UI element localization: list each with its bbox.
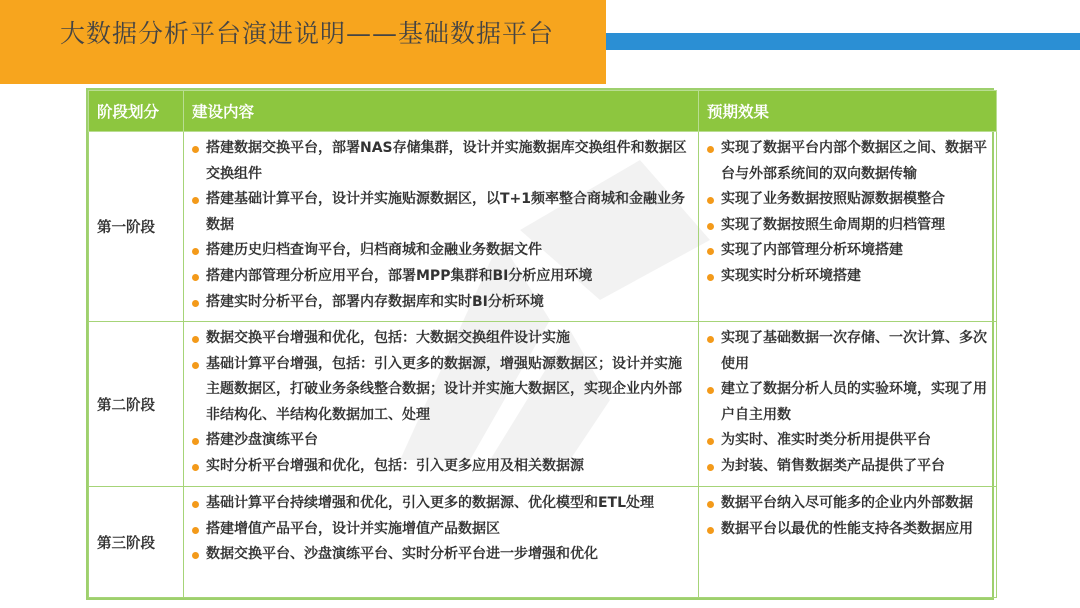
content-list <box>184 487 698 570</box>
content-item: 搭建数据交换平台，部署NAS存储集群，设计并实施数据库交换组件和数据区交换组件 <box>190 136 690 187</box>
effect-item: 建立了数据分析人员的实验环境，实现了用户自主用数 <box>705 377 988 428</box>
content-item: 搭建实时分析平台，部署内存数据库和实时BI分析环境 <box>190 290 690 316</box>
content-list <box>184 132 698 317</box>
slide-title: 大数据分析平台演进说明——基础数据平台 <box>60 19 555 48</box>
stage-table <box>86 88 994 600</box>
stage-label: 第二阶段 <box>89 322 184 487</box>
effect-item: 数据平台纳入尽可能多的企业内外部数据 <box>705 491 988 517</box>
effect-cell <box>699 322 997 487</box>
effect-item: 实现了数据平台内部个数据区之间、数据平台与外部系统间的双向数据传输 <box>705 136 988 187</box>
header-effect: 预期效果 <box>699 91 997 132</box>
effect-list <box>699 487 996 544</box>
header-content: 建设内容 <box>184 91 699 132</box>
effect-list <box>699 132 996 292</box>
content-item: 搭建沙盘演练平台 <box>190 428 690 454</box>
table-header-row <box>89 91 997 132</box>
title-bar <box>0 0 606 84</box>
content-item: 搭建历史归档查询平台，归档商城和金融业务数据文件 <box>190 238 690 264</box>
effect-cell <box>699 487 997 598</box>
table-row-stage-1 <box>89 132 997 322</box>
effect-item: 实现了业务数据按照贴源数据模整合 <box>705 187 988 213</box>
table-row-stage-2 <box>89 322 997 487</box>
table-row-stage-3 <box>89 487 997 598</box>
content-item: 搭建增值产品平台，设计并实施增值产品数据区 <box>190 517 690 543</box>
content-cell <box>184 322 699 487</box>
content-cell <box>184 487 699 598</box>
content-item: 实时分析平台增强和优化，包括：引入更多应用及相关数据源 <box>190 454 690 480</box>
content-item: 数据交换平台增强和优化，包括：大数据交换组件设计实施 <box>190 326 690 352</box>
effect-list <box>699 322 996 482</box>
effect-item: 实现了内部管理分析环境搭建 <box>705 238 988 264</box>
content-list <box>184 322 698 482</box>
content-cell <box>184 132 699 322</box>
effect-item: 为实时、准实时类分析用提供平台 <box>705 428 988 454</box>
header-stage: 阶段划分 <box>89 91 184 132</box>
header-stripe <box>606 33 1080 50</box>
content-item: 基础计算平台持续增强和优化，引入更多的数据源、优化模型和ETL处理 <box>190 491 690 517</box>
effect-item: 实现了数据按照生命周期的归档管理 <box>705 213 988 239</box>
stage-label: 第一阶段 <box>89 132 184 322</box>
effect-item: 实现实时分析环境搭建 <box>705 264 988 290</box>
effect-item: 实现了基础数据一次存储、一次计算、多次使用 <box>705 326 988 377</box>
effect-item: 为封装、销售数据类产品提供了平台 <box>705 454 988 480</box>
content-item: 基础计算平台增强，包括：引入更多的数据源，增强贴源数据区；设计并实施主题数据区，打破业务条线整合数据；设计并实施大数据区，实现企业内外部非结构化、半结构化数据加工、处理 <box>190 352 690 429</box>
content-item: 搭建内部管理分析应用平台，部署MPP集群和BI分析应用环境 <box>190 264 690 290</box>
content-item: 搭建基础计算平台，设计并实施贴源数据区，以T+1频率整合商城和金融业务数据 <box>190 187 690 238</box>
content-item: 数据交换平台、沙盘演练平台、实时分析平台进一步增强和优化 <box>190 542 690 568</box>
effect-item: 数据平台以最优的性能支持各类数据应用 <box>705 517 988 543</box>
stage-label: 第三阶段 <box>89 487 184 598</box>
effect-cell <box>699 132 997 322</box>
